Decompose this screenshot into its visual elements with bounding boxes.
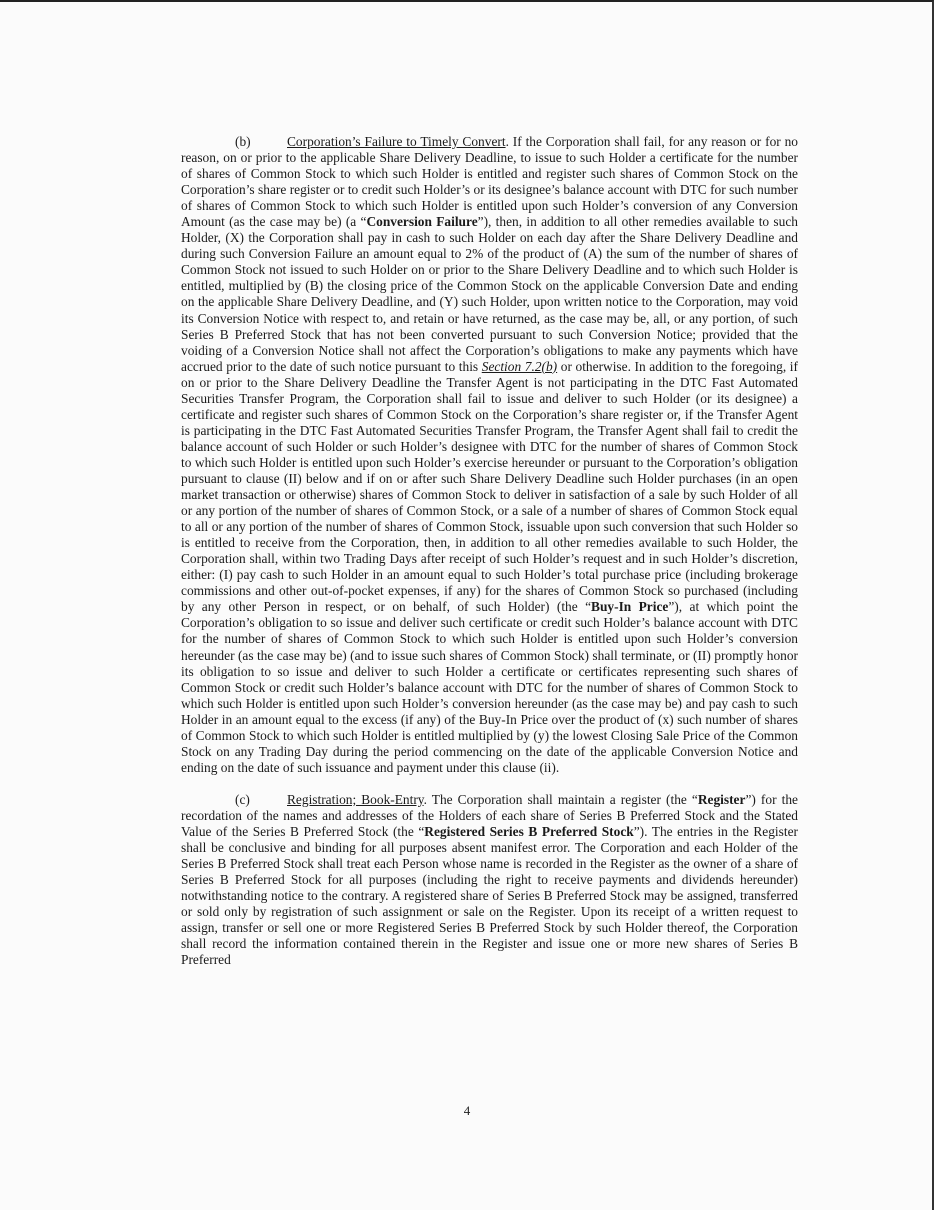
document-body (181, 134, 798, 968)
section-c-text-2: ”) for the recordation of the names and addresses of the Holders of each share of Series B Preferred Stock and the Stated Value of the Series B Preferred Stock (the “ (181, 791, 798, 839)
defined-term-registered-series-b-preferred-stock: Registered Series B Preferred Stock (424, 823, 634, 839)
section-b-text-2: ”), then, in addition to all other remedies available to such Holder, (X) the Corporation shall pay in cash to such Holder on each day after the Share Delivery Deadline and during such Conversion Failure an amount equal to 2% of the product of (A) the sum of the number of shares of Common Stock not issued to such Holder on or prior to the Share Delivery Deadline and to which such Holder is entitled, multiplied by (B) the closing price of the Common Stock on the applicable Conversion Date and ending on the applicable Share Delivery Deadline, and (Y) such Holder, upon written notice to the Corporation, may void its Conversion Notice with respect to, and retain or have returned, as the case may be, all, or any portion, of such Series B Preferred Stock that has not been converted pursuant to such Conversion Notice; provided that the voiding of a Conversion Notice shall not affect the Corporation’s obligations to make any payments which have accrued prior to the date of such notice pursuant to this (181, 214, 798, 374)
defined-term-conversion-failure: Conversion Failure (366, 214, 478, 230)
section-b-label: (b) (235, 134, 251, 149)
section-c-heading: Registration; Book-Entry (287, 791, 424, 807)
defined-term-buy-in-price: Buy-In Price (591, 599, 669, 615)
section-c-text-3: ”). The entries in the Register shall be conclusive and binding for all purposes absent manifest error. The Corporation and each Holder of the Series B Preferred Stock shall treat each Person whose name is recorded in the Register as the owner of a share of Series B Preferred Stock for all purposes (including the right to receive payments and dividends hereunder) notwithstanding notice to the contrary. A registered share of Series B Preferred Stock may be assigned, transferred or sold only by registration of such assignment or sale on the Register. Upon its receipt of a written request to assign, transfer or sell one or more Registered Series B Preferred Stock by such Holder thereof, the Corporation shall record the information contained therein in the Register and issue one or more new shares of Series B Preferred (181, 823, 798, 968)
section-c-label: (c) (235, 791, 250, 807)
page-number: 4 (463, 1103, 471, 1118)
section-c-text-1: . The Corporation shall maintain a register (the “ (423, 791, 698, 807)
paragraph-section-c (181, 792, 798, 969)
section-b-text-3: or otherwise. In addition to the foregoing, if on or prior to the Share Delivery Deadline the Transfer Agent is not participating in the DTC Fast Automated Securities Transfer Program, the Corporation shall fail to issue and deliver to such Holder (or its designee) a certificate and register such shares of Common Stock on the Corporation’s share register or, if the Transfer Agent is participating in the DTC Fast Automated Securities Transfer Program, the Transfer Agent shall fail to credit the balance account of such Holder or such Holder’s designee with DTC for the number of shares of Common Stock to which such Holder is entitled upon such Holder’s exercise hereunder or pursuant to the Corporation’s obligation pursuant to clause (II) below and if on or after such Share Delivery Deadline such Holder purchases (in an open market transaction or otherwise) shares of Common Stock to deliver in satisfaction of a sale by such Holder of all or any portion of the number of shares of Common Stock, or a sale of a number of shares of Common Stock equal to all or any portion of the number of shares of Common Stock, issuable upon such conversion that such Holder so is entitled to receive from the Corporation, then, in addition to all other remedies available to such Holder, the Corporation shall, within two Trading Days after receipt of such Holder’s request and in such Holder’s discretion, either: (I) pay cash to such Holder in an amount equal to such Holder’s total purchase price (including brokerage commissions and other out-of-pocket expenses, if any) for the shares of Common Stock so purchased (including by any other Person in respect, or on behalf, of such Holder) (the “ (181, 358, 798, 615)
section-cross-reference: Section 7.2(b) (481, 358, 558, 374)
section-b-text-4: ”), at which point the Corporation’s obligation to so issue and deliver such certificate or credit such Holder’s balance account with DTC for the number of shares of Common Stock to which such Holder is entitled upon such Holder’s conversion hereunder (as the case may be) (and to issue such shares of Common Stock) shall terminate, or (II) promptly honor its obligation to so issue and deliver to such Holder a certificate or certificates representing such shares of Common Stock or credit such Holder’s balance account with DTC for the number of shares of Common Stock to which such Holder is entitled upon such Holder’s conversion hereunder (as the case may be) and pay cash to such Holder in an amount equal to the excess (if any) of the Buy-In Price over the product of (x) such number of shares of Common Stock to which such Holder is entitled multiplied by (y) the lowest Closing Sale Price of the Common Stock on any Trading Day during the period commencing on the date of the applicable Conversion Notice and ending on the date of such issuance and payment under this clause (ii). (181, 599, 798, 775)
section-b-text-1: . If the Corporation shall fail, for any reason or for no reason, on or prior to the applicable Share Delivery Deadline, to issue to such Holder a certificate for the number of shares of Common Stock to which such Holder is entitled and register such shares of Common Stock on the Corporation’s share register or to credit such Holder’s or its designee’s balance account with DTC for such number of shares of Common Stock to which such Holder is entitled upon such Holder’s conversion of any Conversion Amount (as the case may be) (a “ (181, 134, 798, 230)
defined-term-register: Register (697, 791, 746, 807)
paragraph-section-b (181, 134, 798, 776)
section-b-heading: Corporation’s Failure to Timely Convert (287, 134, 506, 149)
